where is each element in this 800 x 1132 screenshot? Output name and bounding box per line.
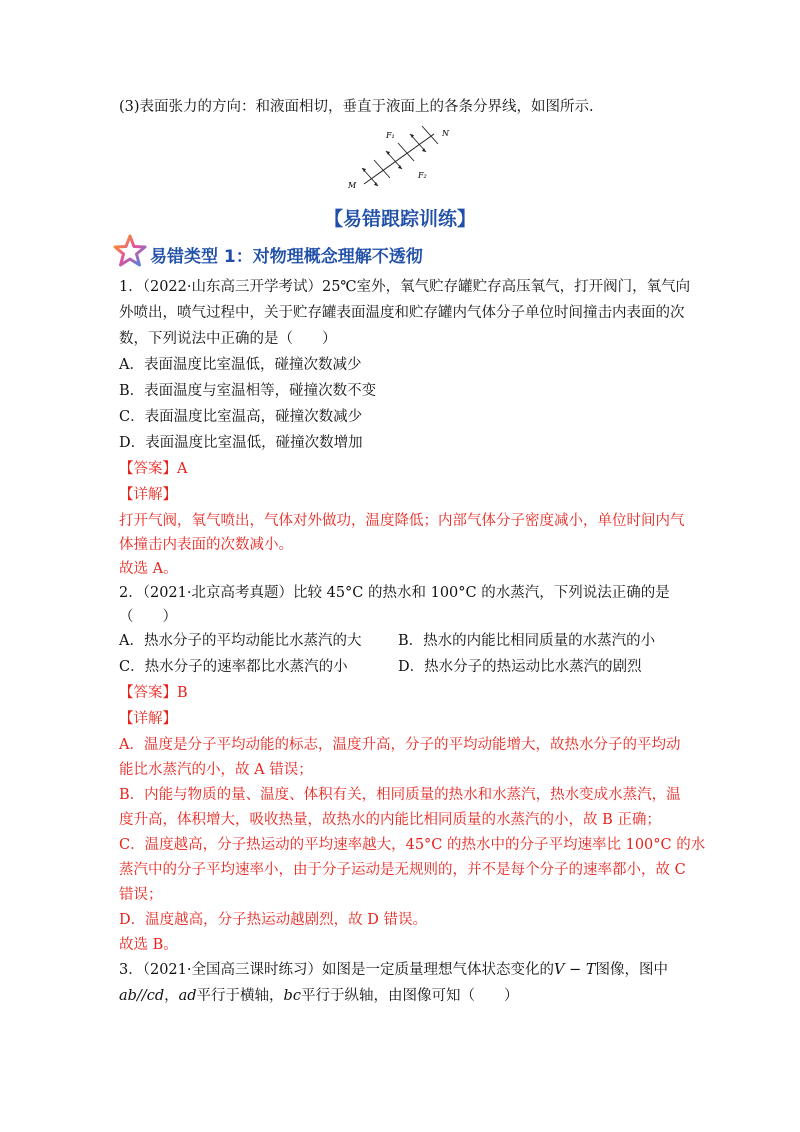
- label-f2: F₂: [418, 171, 427, 180]
- q2-detail-tag: 【详解】: [119, 711, 177, 727]
- q1-option-c: C．表面温度比室温高，碰撞次数减少: [119, 409, 363, 425]
- intro-line: (3)表面张力的方向：和液面相切，垂直于液面上的各条分界线，如图所示.: [119, 99, 594, 115]
- q2-stem-line: （ ）: [119, 609, 177, 625]
- q3-math-vt: V − T: [553, 962, 596, 978]
- q3-math-ad: ad: [178, 988, 197, 1004]
- q2-answer: [119, 683, 188, 703]
- q2-option-d: D．热水分子的热运动比水蒸汽的剧烈: [398, 659, 642, 675]
- q1-answer: [119, 459, 187, 479]
- q1-option-a: A．表面温度比室温低，碰撞次数减少: [119, 357, 362, 373]
- q3-stem-line: [119, 960, 668, 980]
- q1-option-d: D．表面温度比室温低，碰撞次数增加: [119, 435, 363, 451]
- q3-stem-text: 图像，图中: [595, 962, 668, 978]
- q2-explanation-line: 蒸汽中的分子平均速率小，由于分子运动是无规则的，并不是每个分子的速率都小，故 C: [119, 862, 686, 878]
- answer-value: B: [177, 685, 188, 701]
- q2-explanation-line: 度升高，体积增大，吸收热量，故热水的内能比相同质量的水蒸汽的小，故 B 正确；: [119, 812, 661, 828]
- q2-stem-line: 2．（2021·北京高考真题）比较 45°C 的热水和 100°C 的水蒸汽，下列说法正确的是: [119, 585, 670, 601]
- q3-math-bc: bc: [283, 988, 301, 1004]
- answer-tag: 【答案】: [119, 461, 177, 477]
- q2-explanation-line: 错误；: [119, 887, 163, 903]
- q3-stem-text: 平行于纵轴，由图像可知（ ）: [300, 988, 519, 1004]
- q1-stem-line: 1．（2022·山东高三开学考试）25℃室外，氧气贮存罐贮存高压氧气，打开阀门，氧气向: [119, 279, 691, 295]
- q2-option-a: A．热水分子的平均动能比水蒸汽的大: [119, 633, 362, 649]
- q3-stem-text: 平行于横轴，: [196, 988, 284, 1004]
- surface-tension-figure: [342, 122, 462, 192]
- q2-option-c: C．热水分子的速率都比水蒸汽的小: [119, 659, 348, 675]
- q2-option-b: B．热水的内能比相同质量的水蒸汽的小: [398, 633, 656, 649]
- answer-tag: 【答案】: [119, 685, 177, 701]
- label-n: N: [442, 129, 449, 138]
- q2-explanation-line: B．内能与物质的量、温度、体积有关，相同质量的热水和水蒸汽，热水变成水蒸汽，温: [119, 787, 681, 803]
- label-f1: F₁: [386, 131, 395, 140]
- q2-conclusion: 故选 B。: [119, 937, 178, 953]
- star-icon: [113, 234, 147, 268]
- q1-explanation-line: 体撞击内表面的次数减小。: [119, 537, 293, 553]
- q1-stem-line: 外喷出，喷气过程中，关于贮存罐表面温度和贮存罐内气体分子单位时间撞击内表面的次: [119, 305, 685, 321]
- q1-conclusion: 故选 A。: [119, 561, 178, 577]
- section-title: 【易错跟踪训练】: [323, 208, 476, 230]
- q1-explanation-line: 打开气阀，氧气喷出，气体对外做功，温度降低；内部气体分子密度减小，单位时间内气: [119, 513, 685, 529]
- q3-stem-text: ，: [164, 988, 179, 1004]
- error-type-heading: 易错类型 1：对物理概念理解不透彻: [150, 247, 423, 267]
- answer-value: A: [177, 461, 188, 477]
- q3-math-ab-cd: ab//cd: [119, 988, 165, 1004]
- q1-stem-line: 数，下列说法中正确的是（ ）: [119, 331, 337, 347]
- q1-option-b: B．表面温度与室温相等，碰撞次数不变: [119, 383, 377, 399]
- q3-stem-line: [119, 986, 518, 1006]
- label-m: M: [348, 181, 357, 190]
- q2-explanation-line: A．温度是分子平均动能的标志，温度升高，分子的平均动能增大，故热水分子的平均动: [119, 737, 681, 753]
- q2-explanation-line: 能比水蒸汽的小，故 A 错误；: [119, 762, 313, 778]
- q2-explanation-line: D．温度越高，分子热运动越剧烈，故 D 错误。: [119, 912, 427, 928]
- q2-explanation-line: C．温度越高，分子热运动的平均速率越大，45°C 的热水中的分子平均速率比 100°C 的水: [119, 837, 706, 853]
- q3-stem-text: 3．（2021·全国高三课时练习）如图是一定质量理想气体状态变化的: [119, 962, 554, 978]
- q1-detail-tag: 【详解】: [119, 487, 177, 503]
